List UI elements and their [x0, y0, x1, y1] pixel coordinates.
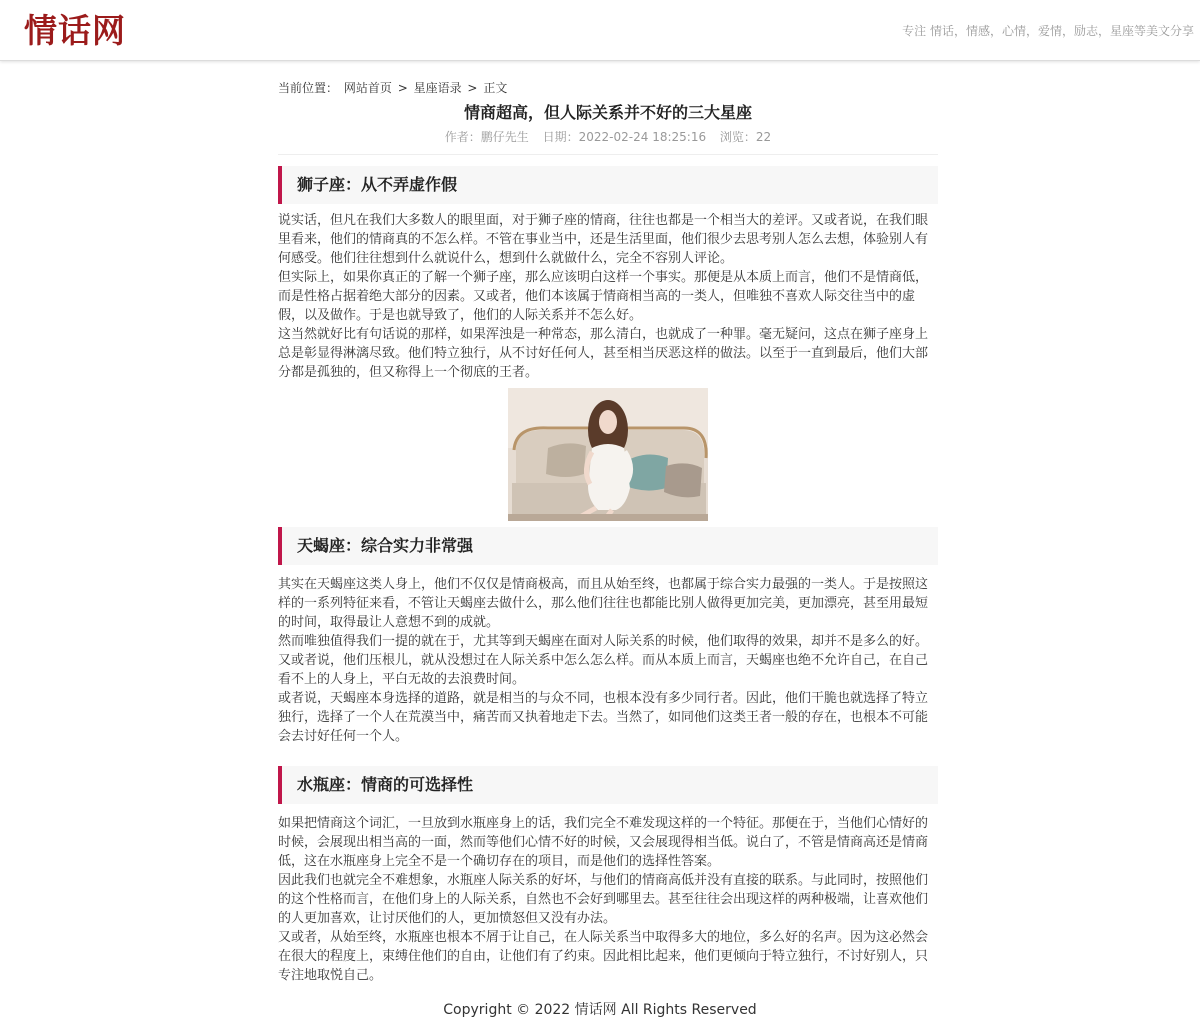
site-logo[interactable]: 情话网	[24, 11, 126, 50]
section-body-leo	[278, 211, 938, 382]
paragraph: 然而唯独值得我们一提的就在于，尤其等到天蝎座在面对人际关系的时候，他们取得的效果，却并不是多么的好。又或者说，他们压根儿，就从没想过在人际关系中怎么怎么样。而从本质上而言，天蝎座也绝不允许自己，在自己看不上的人身上，平白无故的去浪费时间。	[278, 634, 929, 687]
section-body-scorpio	[278, 575, 938, 746]
site-header	[0, 0, 1200, 61]
breadcrumb-separator: >	[467, 81, 478, 95]
breadcrumb	[278, 80, 938, 96]
breadcrumb-prefix: 当前位置：	[278, 81, 339, 95]
breadcrumb-category-link[interactable]: 星座语录	[413, 81, 462, 95]
meta-divider	[278, 154, 938, 155]
breadcrumb-current: 正文	[483, 81, 508, 95]
article-views: 浏览：22	[719, 130, 772, 144]
paragraph: 如果把情商这个词汇，一旦放到水瓶座身上的话，我们完全不难发现这样的一个特征。那便在于，当他们心情好的时候，会展现出相当高的一面，然而等他们心情不好的时候，又会展现得相当低。说白了，不管是情商高还是情商低，这在水瓶座身上完全不是一个确切存在的项目，而是他们的选择性答案。	[278, 816, 929, 869]
article-photo	[508, 388, 708, 521]
article-date: 日期：2022-02-24 18:25:16	[542, 130, 707, 144]
site-footer: Copyright © 2022 情话网 All Rights Reserved	[443, 1002, 757, 1018]
section-heading-aquarius: 水瓶座：情商的可选择性	[278, 766, 938, 804]
section-heading-leo: 狮子座：从不弄虚作假	[278, 166, 938, 204]
paragraph: 这当然就好比有句话说的那样，如果浑浊是一种常态，那么清白，也就成了一种罪。毫无疑问，这点在狮子座身上总是彰显得淋漓尽致。他们特立独行，从不讨好任何人，甚至相当厌恶这样的做法。以至于一直到最后，他们大部分都是孤独的，但又称得上一个彻底的王者。	[278, 327, 929, 380]
article-image-wrap	[278, 388, 938, 521]
article-meta	[278, 129, 938, 145]
site-tagline: 专注 情话，情感，心情，爱情，励志，星座等美文分享	[902, 24, 1194, 38]
section-heading-scorpio: 天蝎座：综合实力非常强	[278, 527, 938, 565]
article-container	[278, 70, 938, 985]
article-author: 作者：鹏仔先生	[444, 130, 529, 144]
paragraph: 说实话，但凡在我们大多数人的眼里面，对于狮子座的情商，往往也都是一个相当大的差评。又或者说，在我们眼里看来，他们的情商真的不怎么样。不管在事业当中，还是生活里面，他们很少去思考别人怎么去想，体验别人有何感受。他们往往想到什么就说什么，想到什么就做什么，完全不容别人评论。	[278, 213, 929, 266]
breadcrumb-separator: >	[397, 81, 408, 95]
paragraph: 其实在天蝎座这类人身上，他们不仅仅是情商极高，而且从始至终，也都属于综合实力最强的一类人。于是按照这样的一系列特征来看，不管让天蝎座去做什么，那么他们往往也都能比别人做得更加完美，更加漂亮，甚至用最短的时间，取得最让人意想不到的成就。	[278, 577, 929, 630]
section-body-aquarius	[278, 814, 938, 985]
paragraph: 或者说，天蝎座本身选择的道路，就是相当的与众不同，也根本没有多少同行者。因此，他们干脆也就选择了特立独行，选择了一个人在荒漠当中，痛苦而又执着地走下去。当然了，如同他们这类王者一般的存在，也根本不可能会去讨好任何一个人。	[278, 691, 929, 744]
paragraph: 但实际上，如果你真正的了解一个狮子座，那么应该明白这样一个事实。那便是从本质上而言，他们不是情商低，而是性格占据着绝大部分的因素。又或者，他们本该属于情商相当高的一类人，但唯独不喜欢人际交往当中的虚假，以及做作。于是也就导致了，他们的人际关系并不怎么好。	[278, 270, 929, 323]
paragraph: 因此我们也就完全不难想象，水瓶座人际关系的好坏，与他们的情商高低并没有直接的联系。与此同时，按照他们的这个性格而言，在他们身上的人际关系，自然也不会好到哪里去。甚至往往会出现这样的两种极端，让喜欢他们的人更加喜欢，让讨厌他们的人，更加愤怒但又没有办法。	[278, 873, 929, 926]
article-title: 情商超高，但人际关系并不好的三大星座	[463, 103, 752, 122]
breadcrumb-home-link[interactable]: 网站首页	[343, 81, 392, 95]
paragraph: 又或者，从始至终，水瓶座也根本不屑于让自己，在人际关系当中取得多大的地位，多么好的名声。因为这必然会在很大的程度上，束缚住他们的自由，让他们有了约束。因此相比起来，他们更倾向于特立独行，不讨好别人，只专注地取悦自己。	[278, 930, 929, 983]
photo-illustration	[508, 388, 708, 521]
